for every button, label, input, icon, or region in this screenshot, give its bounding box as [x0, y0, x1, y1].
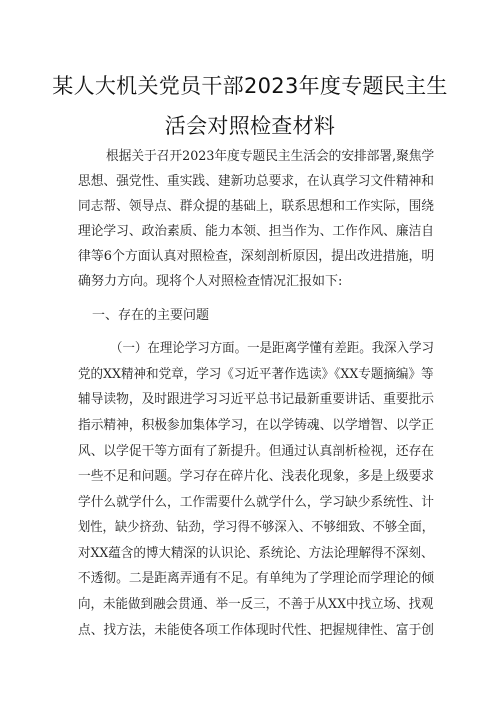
body-line: 一些不足和问题。学习存在碎片化、浅表化现象，多是上级要求	[78, 469, 435, 484]
body-line: （一）在理论学习方面。一是距离学懂有差距。我深入学习	[110, 341, 435, 356]
body-line: 根据关于召开2023年度专题民主生活会的安排部署,聚焦学	[106, 149, 435, 164]
body-line: 对XX蕴含的博大精深的认识论、系统论、方法论理解得不深刻、	[78, 546, 434, 561]
document-title-line-1: 某人大机关党员干部2023年度专题民主生	[52, 74, 448, 98]
body-line: 不透彻。二是距离弄通有不足。有单纯为了学理论而学理论的倾	[78, 571, 435, 586]
document-title-line-2: 活会对照检查材料	[164, 114, 336, 138]
body-line: 风、以学促干等方面有了新提升。但通过认真剖析检视，还存在	[78, 444, 435, 459]
body-line: 同志帮、领导点、群众提的基础上，联系思想和工作实际，围绕	[78, 199, 435, 214]
body-line: 党的XX精神和党章，学习《习近平著作选读》《XX专题摘编》等	[78, 367, 434, 382]
body-line: 向，未能做到融会贯通、举一反三，不善于从XX中找立场、找观	[78, 597, 434, 612]
body-line: 律等6个方面认真对照检查，深刻剖析原因，提出改进措施，明	[78, 249, 435, 264]
body-line: 确努力方向。现将个人对照检查情况汇报如下:	[78, 274, 343, 289]
section-heading: 一、存在的主要问题	[92, 308, 210, 323]
body-line: 划性，缺少挤劲、钻劲，学习得不够深入、不够细致、不够全面，	[78, 520, 435, 535]
body-line: 指示精神，积极参加集体学习，在以学铸魂、以学增智、以学正	[78, 418, 435, 433]
body-line: 思想、强党性、重实践、建新功总要求，在认真学习文件精神和	[78, 174, 435, 189]
body-line: 理论学习、政治素质、能力本领、担当作为、工作作风、廉洁自	[78, 224, 435, 239]
body-line: 点、找方法，未能使各项工作体现时代性、把握规律性、富于创	[78, 623, 435, 638]
body-line: 辅导读物，及时跟进学习习近平总书记最新重要讲话、重要批示	[78, 392, 435, 407]
body-line: 学什么就学什么，工作需要什么就学什么，学习缺少系统性、计	[78, 495, 435, 510]
